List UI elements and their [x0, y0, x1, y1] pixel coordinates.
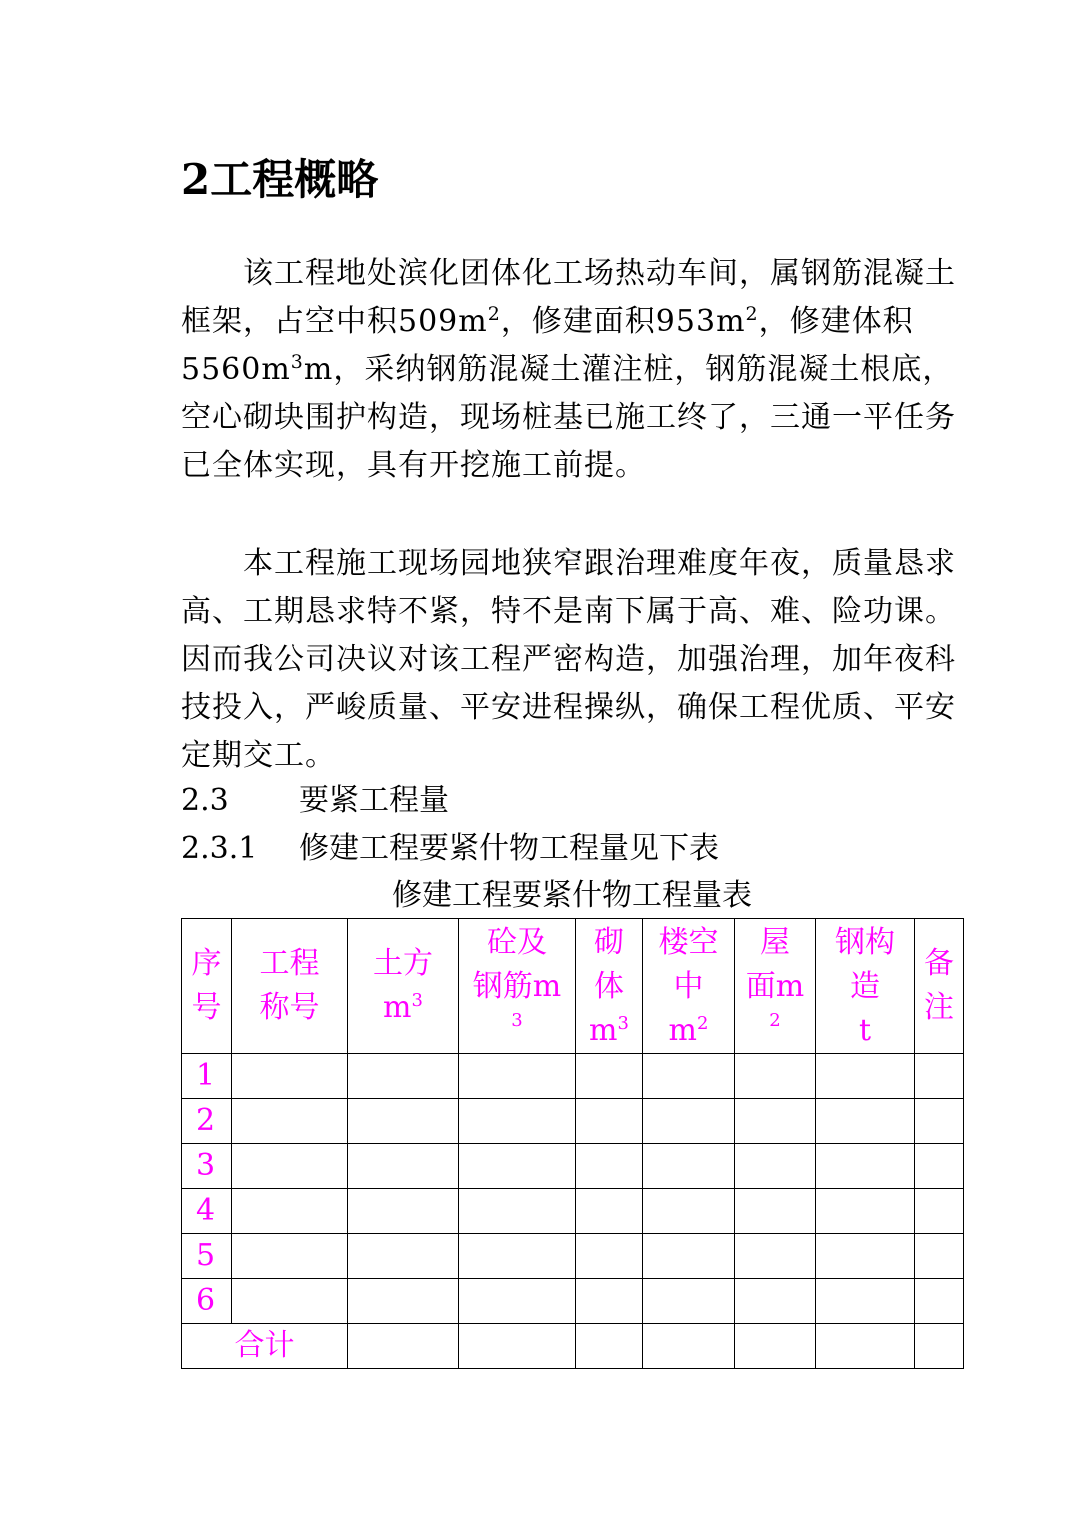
table-cell	[576, 1279, 643, 1324]
table-cell	[232, 1144, 348, 1189]
table-row	[182, 1279, 964, 1324]
table-row	[182, 1054, 964, 1099]
table-cell	[348, 1234, 459, 1279]
table-cell	[816, 1189, 915, 1234]
table-row	[182, 1234, 964, 1279]
table-cell	[348, 1189, 459, 1234]
table-cell	[643, 1054, 735, 1099]
header-text: 工程	[259, 946, 320, 981]
table-row	[182, 1099, 964, 1144]
management-paragraph: 本工程施工现场园地狭窄跟治理难度年夜，质量恳求高、工期恳求特不紧，特不是南下属于高、难、险功课。因而我公司决议对该工程严密构造，加强治理，加年夜科技投入，严峻质量、平安进程操纵，确保工程优质、平安定期交工。	[181, 546, 956, 773]
subsection-2-3-1	[181, 826, 719, 872]
overview-text-1: 该工程地处滨化团体化工场热动车间，属钢筋混凝土框架，占空中积509m	[181, 256, 956, 339]
table-cell	[915, 1279, 964, 1324]
table-cell	[735, 1324, 816, 1369]
table-cell	[643, 1189, 735, 1234]
row-index: 2	[182, 1099, 232, 1144]
table-row	[182, 1144, 964, 1189]
table-header-row	[182, 919, 964, 1054]
table-cell	[643, 1324, 735, 1369]
header-text: 造	[850, 969, 880, 1004]
row-index: 5	[182, 1234, 232, 1279]
total-row	[182, 1324, 964, 1369]
table-cell	[643, 1279, 735, 1324]
table-cell	[915, 1324, 964, 1369]
table-cell	[816, 1324, 915, 1369]
overview-text-3: ，修建体积5560m	[181, 304, 914, 387]
table-cell	[816, 1144, 915, 1189]
header-floor	[643, 919, 735, 1054]
subsection-number: 2.3.1	[181, 831, 258, 866]
subsection-2-3	[181, 778, 449, 824]
table-cell	[576, 1234, 643, 1279]
table-cell	[232, 1099, 348, 1144]
overview-paragraph	[181, 250, 971, 490]
table-cell	[915, 1189, 964, 1234]
table-cell	[816, 1099, 915, 1144]
total-label: 合计	[182, 1324, 348, 1369]
row-index: 1	[182, 1054, 232, 1099]
header-text: 土方	[373, 946, 433, 981]
table-cell	[348, 1054, 459, 1099]
table-cell	[459, 1099, 576, 1144]
table-cell	[915, 1144, 964, 1189]
table-cell	[643, 1144, 735, 1189]
table-cell	[348, 1279, 459, 1324]
table-cell	[816, 1234, 915, 1279]
table-cell	[459, 1054, 576, 1099]
subsection-number: 2.3	[181, 783, 229, 818]
unit-sup: 3	[617, 1013, 629, 1034]
table-cell	[459, 1234, 576, 1279]
table-cell	[735, 1279, 816, 1324]
table-cell	[576, 1144, 643, 1189]
header-text: 砌	[594, 925, 624, 960]
section-heading: 2工程概略	[181, 155, 379, 204]
table-cell	[459, 1144, 576, 1189]
header-text: 屋	[760, 925, 790, 960]
table-cell	[643, 1234, 735, 1279]
row-index: 4	[182, 1189, 232, 1234]
table-cell	[816, 1054, 915, 1099]
table-cell	[576, 1324, 643, 1369]
header-masonry	[576, 919, 643, 1054]
header-text: 体	[594, 969, 624, 1004]
header-text: 2	[769, 1010, 781, 1031]
header-text: 钢构	[835, 925, 895, 960]
header-text: 砼及	[487, 925, 547, 960]
table-cell	[232, 1279, 348, 1324]
table-cell	[643, 1099, 735, 1144]
table-cell	[232, 1189, 348, 1234]
table-cell	[232, 1234, 348, 1279]
table-cell	[576, 1054, 643, 1099]
header-text: 序	[191, 946, 222, 981]
header-text: 称号	[259, 990, 320, 1025]
header-text: 注	[924, 990, 954, 1025]
table-cell	[915, 1054, 964, 1099]
table-cell	[232, 1054, 348, 1099]
header-text: 面m	[745, 969, 805, 1004]
header-concrete	[459, 919, 576, 1054]
header-text: 备	[924, 946, 954, 981]
row-index: 6	[182, 1279, 232, 1324]
table-cell	[459, 1324, 576, 1369]
subsection-title: 要紧工程量	[299, 783, 449, 818]
table-cell	[735, 1144, 816, 1189]
header-earthwork	[348, 919, 459, 1054]
superscript: 3	[290, 351, 304, 373]
unit-sup: 3	[411, 990, 423, 1011]
table-cell	[459, 1189, 576, 1234]
unit-sup: 2	[697, 1013, 709, 1034]
header-text: 钢筋m	[472, 969, 562, 1004]
quantity-table	[181, 918, 964, 1369]
superscript: 2	[487, 303, 501, 325]
table-cell	[576, 1189, 643, 1234]
overview-text-2: ，修建面积953m	[500, 304, 746, 339]
header-name	[232, 919, 348, 1054]
table-cell	[735, 1234, 816, 1279]
table-caption: 修建工程要紧什物工程量表	[392, 878, 752, 913]
header-roof	[735, 919, 816, 1054]
header-text: 中	[673, 969, 704, 1004]
unit-text: m	[383, 990, 412, 1025]
header-unit	[643, 1009, 734, 1053]
unit-text: m	[668, 1013, 697, 1048]
unit-text: m	[589, 1013, 618, 1048]
table-row	[182, 1189, 964, 1234]
header-text: 楼空	[658, 925, 719, 960]
table-cell	[816, 1279, 915, 1324]
overview-text-4: m，采纳钢筋混凝土灌注桩，钢筋混凝土根底，空心砌块围护构造，现场桩基已施工终了，三通一平任务已全体实现，具有开挖施工前提。	[181, 352, 956, 483]
table-cell	[348, 1099, 459, 1144]
table-cell	[576, 1099, 643, 1144]
table-cell	[459, 1279, 576, 1324]
table-cell	[735, 1099, 816, 1144]
header-text: 3	[511, 1010, 523, 1031]
subsection-title: 修建工程要紧什物工程量见下表	[299, 831, 719, 866]
table-cell	[735, 1054, 816, 1099]
header-steel	[816, 919, 915, 1054]
header-unit	[348, 986, 458, 1030]
header-text: 号	[191, 990, 222, 1025]
table-cell	[348, 1144, 459, 1189]
table-cell	[735, 1189, 816, 1234]
superscript: 2	[745, 303, 759, 325]
header-seq	[182, 919, 232, 1054]
header-text: t	[858, 1013, 872, 1048]
table-cell	[915, 1099, 964, 1144]
table-cell	[348, 1324, 459, 1369]
header-unit	[576, 1009, 642, 1053]
row-index: 3	[182, 1144, 232, 1189]
header-remark	[915, 919, 964, 1054]
table-cell	[915, 1234, 964, 1279]
